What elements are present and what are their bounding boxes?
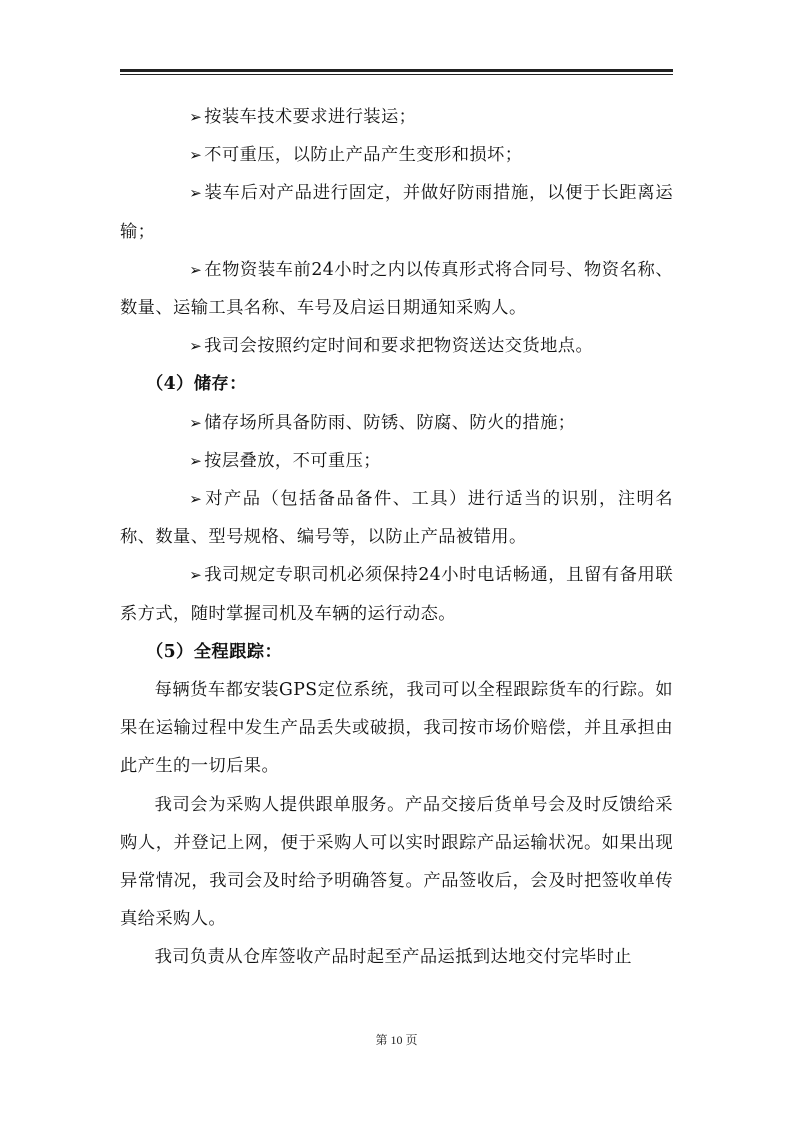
- header-rule-thick: [120, 69, 673, 72]
- arrow-bullet-icon: ➢: [189, 451, 203, 470]
- document-body: [120, 98, 673, 977]
- page-number: 第 10 页: [375, 1033, 418, 1047]
- bullet-paragraph: ➢ 储存场所具备防雨、防锈、防腐、防火的措施；: [120, 404, 673, 442]
- arrow-bullet-icon: ➢: [189, 184, 203, 203]
- bullet-paragraph: ➢ 不可重压，以防止产品产生变形和损坏；: [120, 136, 673, 174]
- arrow-bullet-icon: ➢: [189, 490, 203, 509]
- arrow-bullet-icon: ➢: [189, 108, 203, 126]
- bullet-paragraph: ➢ 我司规定专职司机必须保持24小时电话畅通，且留有备用联系方式，随时掌握司机及车辆的运行动态。: [120, 556, 673, 632]
- arrow-bullet-icon: ➢: [189, 413, 203, 432]
- section-heading-storage: （4）储存：: [145, 374, 247, 395]
- arrow-bullet-icon: ➢: [189, 260, 203, 279]
- arrow-bullet-icon: ➢: [189, 566, 203, 585]
- arrow-bullet-icon: ➢: [189, 146, 203, 165]
- body-paragraph: 我司负责从仓库签收产品时起至产品运抵到达地交付完毕时止: [154, 947, 632, 968]
- bullet-paragraph: ➢ 我司会按照约定时间和要求把物资送达交货地点。: [120, 327, 673, 365]
- bullet-paragraph: ➢ 按装车技术要求进行装运；: [120, 98, 673, 136]
- bullet-paragraph: ➢ 按层叠放，不可重压；: [120, 442, 673, 480]
- arrow-bullet-icon: ➢: [189, 337, 203, 356]
- header-rule-thin: [120, 74, 673, 75]
- bullet-paragraph: ➢ 在物资装车前24小时之内以传真形式将合同号、物资名称、数量、运输工具名称、车号及启运日期通知采购人。: [120, 251, 673, 327]
- bullet-paragraph: ➢ 装车后对产品进行固定，并做好防雨措施，以便于长距离运输；: [120, 174, 673, 250]
- body-paragraph: 我司会为采购人提供跟单服务。产品交接后货单号会及时反馈给采购人，并登记上网，便于采购人可以实时跟踪产品运输状况。如果出现异常情况，我司会及时给予明确答复。产品签收后，会及时把签收单传真给采购人。: [120, 794, 673, 930]
- bullet-paragraph: ➢ 对产品（包括备品备件、工具）进行适当的识别，注明名称、数量、型号规格、编号等，以防止产品被错用。: [120, 480, 673, 556]
- section-heading-tracking: （5）全程跟踪：: [145, 641, 283, 662]
- body-paragraph: 每辆货车都安装GPS定位系统，我司可以全程跟踪货车的行踪。如果在运输过程中发生产品丢失或破损，我司按市场价赔偿，并且承担由此产生的一切后果。: [120, 680, 673, 777]
